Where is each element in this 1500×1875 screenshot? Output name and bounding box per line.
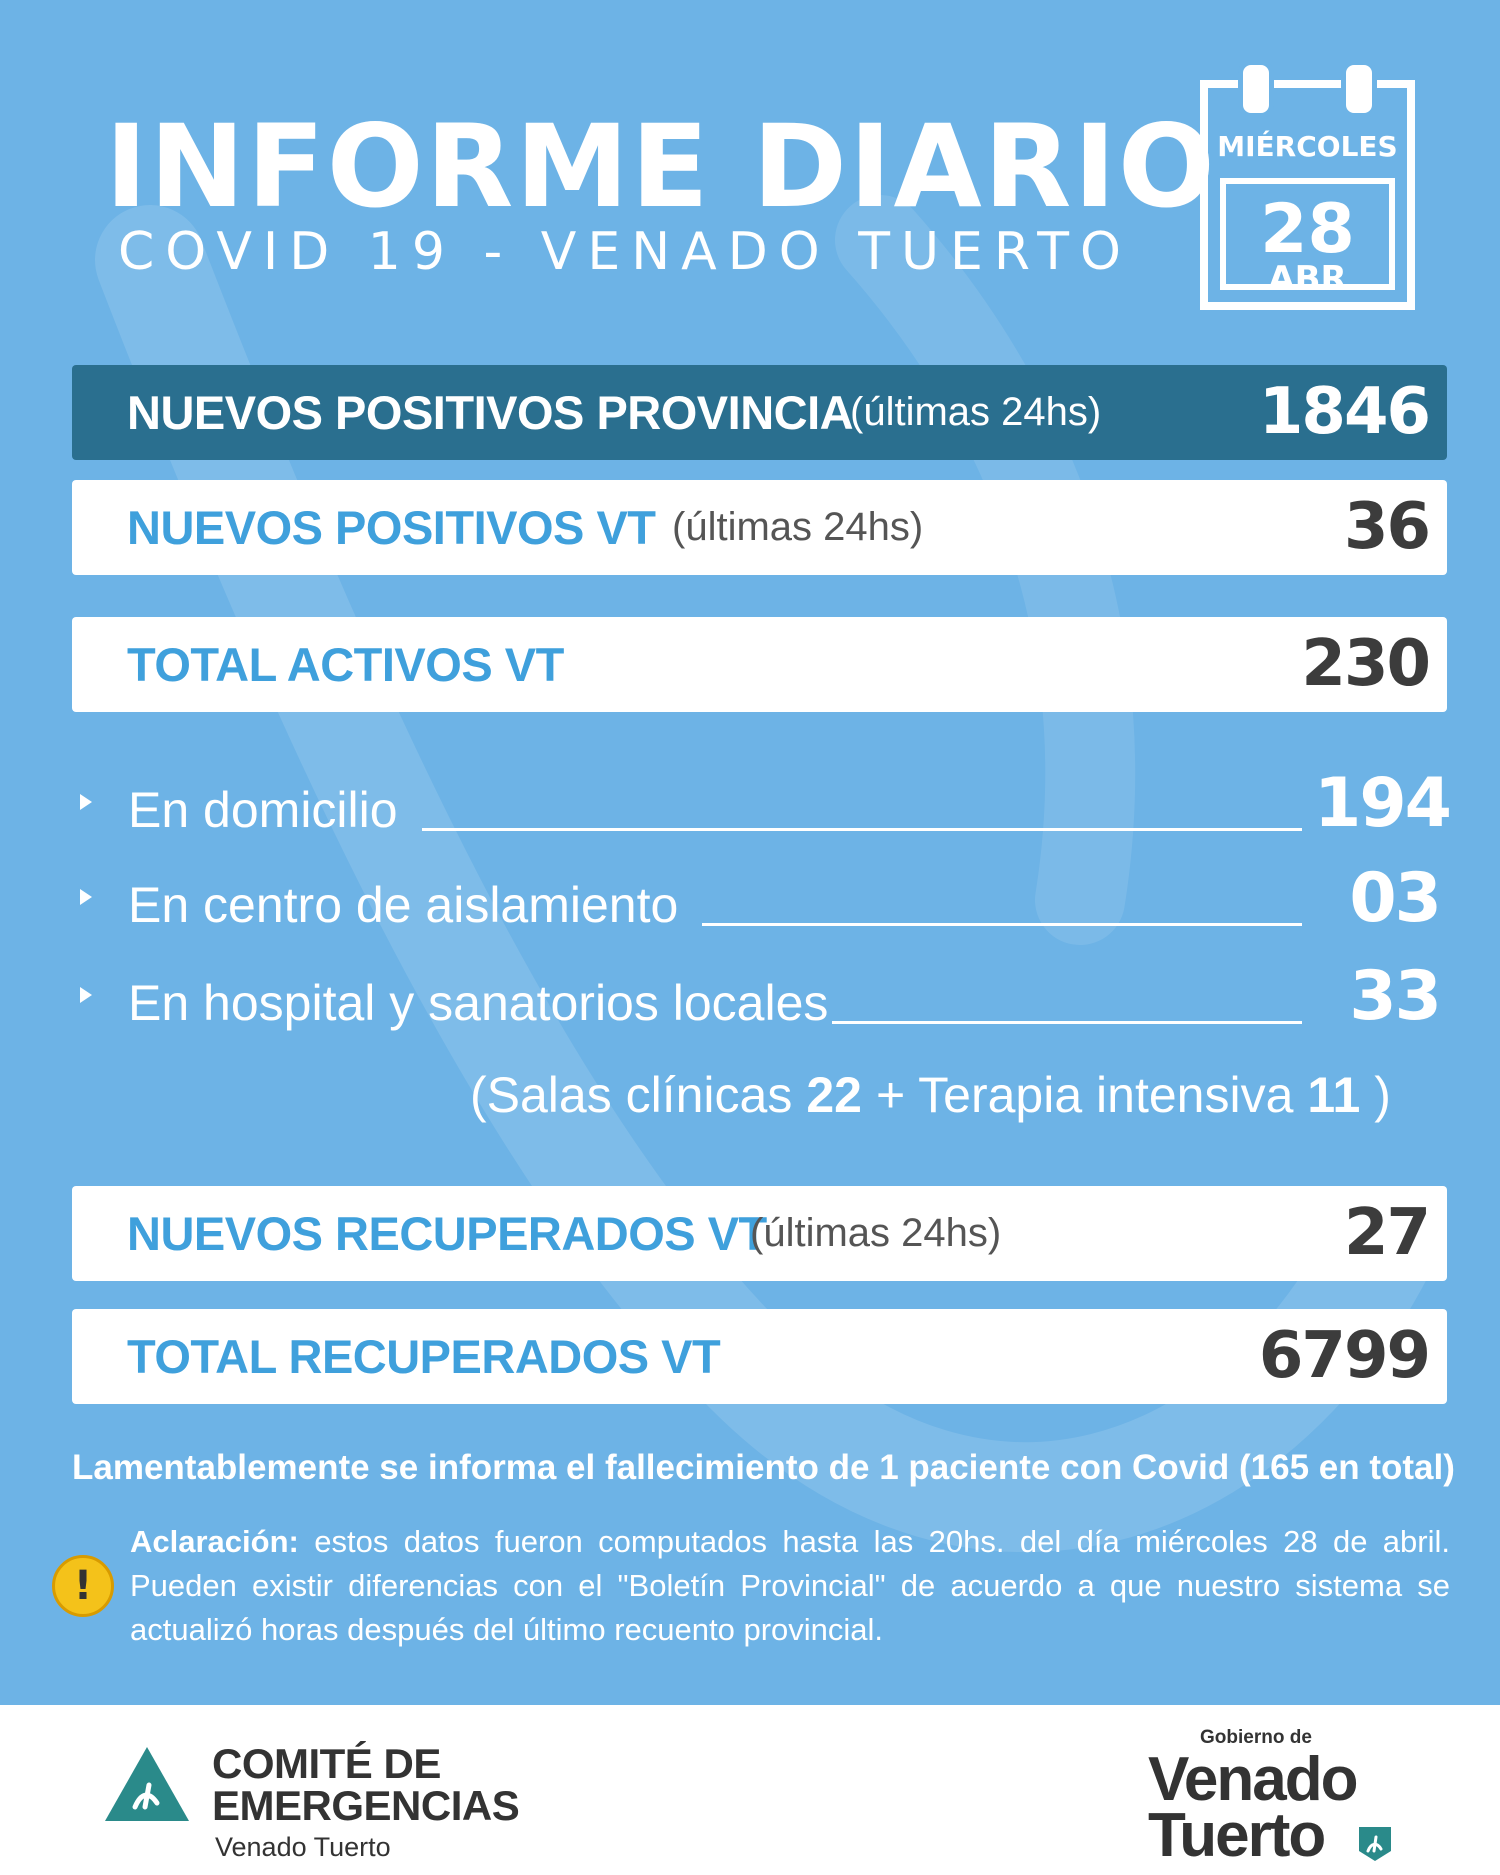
comite-name-line1: COMITÉ DE (212, 1740, 441, 1787)
breakdown-hospital-value: 33 (1349, 957, 1440, 1036)
dotted-leader (832, 1021, 1302, 1024)
hospital-detail-open: (Salas clínicas (470, 1067, 793, 1123)
comite-city: Venado Tuerto (215, 1832, 391, 1862)
stat-nuevos-vt-value: 36 (1343, 490, 1429, 564)
hospital-detail-plus: + Terapia intensiva (875, 1067, 1294, 1123)
calendar-date-box (1220, 178, 1395, 299)
dotted-leader (422, 828, 1302, 831)
gobierno-logo-icon (1355, 1823, 1395, 1863)
bullet-icon (80, 987, 92, 1003)
salas-clinicas-value: 22 (806, 1067, 862, 1123)
calendar-icon (1200, 80, 1415, 310)
hospital-detail-close: ) (1374, 1067, 1391, 1123)
calendar-ring-left (1238, 60, 1274, 118)
dotted-leader (702, 923, 1302, 926)
page-title: INFORME DIARIO (105, 100, 1217, 233)
breakdown-hospital (80, 957, 1450, 1043)
bullet-icon (80, 794, 92, 810)
stat-provincia-value: 1846 (1258, 375, 1429, 449)
calendar-month: ABR (1268, 259, 1347, 299)
breakdown-aislamiento-value: 03 (1349, 859, 1440, 938)
comite-name-line2: EMERGENCIAS (212, 1782, 520, 1829)
clarification-lead: Aclaración: (130, 1524, 299, 1559)
breakdown-domicilio-label: En domicilio (128, 782, 398, 838)
stat-provincia-label: NUEVOS POSITIVOS PROVINCIA (127, 386, 854, 439)
gobierno-name-line2: Tuerto (1148, 1801, 1325, 1870)
stat-recuperados-nuevos-value: 27 (1343, 1196, 1429, 1270)
stat-recuperados-nuevos-note: (últimas 24hs) (750, 1211, 1002, 1255)
breakdown-domicilio-value: 194 (1314, 764, 1450, 843)
page-subtitle: COVID 19 - VENADO TUERTO (118, 222, 1132, 282)
breakdown-aislamiento (80, 859, 1450, 945)
stat-recuperados-nuevos-label: NUEVOS RECUPERADOS VT (127, 1207, 767, 1260)
stat-recuperados-total-label: TOTAL RECUPERADOS VT (127, 1330, 721, 1383)
stat-activos-vt (72, 617, 1447, 712)
stat-nuevos-vt (72, 480, 1447, 575)
calendar-day: 28 (1260, 190, 1355, 269)
calendar-weekday: MIÉRCOLES (1217, 130, 1398, 163)
stat-provincia (72, 365, 1447, 460)
stat-activos-vt-label: TOTAL ACTIVOS VT (127, 638, 564, 691)
bullet-icon (80, 889, 92, 905)
warning-icon: ! (52, 1555, 114, 1617)
clarification-note (130, 1520, 1450, 1652)
footer (0, 1705, 1500, 1875)
stat-nuevos-vt-note: (últimas 24hs) (672, 505, 924, 549)
death-notice: Lamentablemente se informa el fallecimiento de 1 paciente con Covid (165 en total) (72, 1448, 1455, 1487)
clarification-text: estos datos fueron computados hasta las 20hs. del día miércoles 28 de abril. Pueden existir diferencias con el "Boletín Provincial" de acuerdo a que nuestro sistema se actualizó horas después del último recuento provincial. (130, 1524, 1450, 1647)
breakdown-aislamiento-label: En centro de aislamiento (128, 877, 679, 933)
stat-provincia-note: (últimas 24hs) (850, 390, 1102, 434)
calendar-ring-right (1341, 60, 1377, 118)
stat-recuperados-total (72, 1309, 1447, 1404)
comite-logo-icon (105, 1745, 190, 1823)
gobierno-label: Gobierno de (1200, 1727, 1312, 1748)
stat-activos-vt-value: 230 (1301, 627, 1429, 701)
stat-recuperados-nuevos (72, 1186, 1447, 1281)
breakdown-domicilio (80, 764, 1450, 850)
stat-nuevos-vt-label: NUEVOS POSITIVOS VT (127, 501, 656, 554)
hospital-detail (470, 1060, 1391, 1130)
terapia-intensiva-value: 11 (1307, 1067, 1361, 1123)
stat-recuperados-total-value: 6799 (1258, 1319, 1429, 1393)
gobierno-name-line1: Venado (1148, 1745, 1357, 1814)
breakdown-hospital-label: En hospital y sanatorios locales (128, 975, 829, 1031)
